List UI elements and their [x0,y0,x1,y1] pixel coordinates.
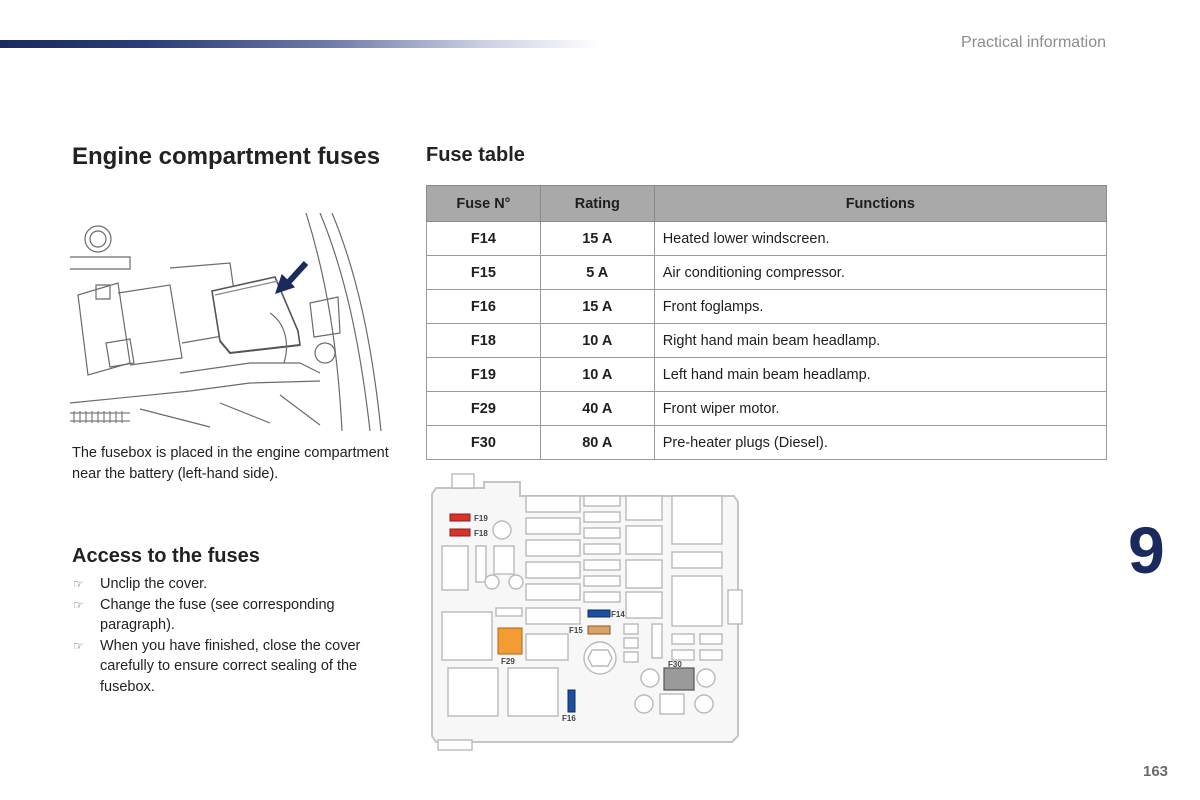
table-row [427,426,1107,460]
function-cell: Pre-heater plugs (Diesel). [654,426,1106,460]
table-row [427,392,1107,426]
page-number: 163 [1143,763,1169,780]
fuse-label-f18: F18 [474,529,488,538]
table-row [427,256,1107,290]
fuse-cell: F19 [427,358,541,392]
fuse-table [426,185,1107,460]
column-header-functions: Functions [654,186,1106,222]
fuse-cell: F29 [427,392,541,426]
step-text: When you have finished, close the cover carefully to ensure correct sealing of the fusebox. [100,637,361,695]
column-header-fuse: Fuse N° [427,186,541,222]
fuse-cell: F18 [427,324,541,358]
table-row [427,324,1107,358]
step-text: Change the fuse (see corresponding paragraph). [100,596,335,633]
fuse-cell: F14 [427,222,541,256]
hand-pointer-icon: ☞ [73,638,84,653]
page-title: Engine compartment fuses [72,143,381,170]
rating-cell: 15 A [540,222,654,256]
function-cell: Front foglamps. [654,290,1106,324]
function-cell: Heated lower windscreen. [654,222,1106,256]
fusebox-layout-diagram [428,470,744,752]
fuse-cell: F15 [427,256,541,290]
function-cell: Right hand main beam headlamp. [654,324,1106,358]
rating-cell: 40 A [540,392,654,426]
rating-cell: 10 A [540,324,654,358]
access-steps-list [72,574,392,697]
table-row [427,290,1107,324]
access-fuses-heading: Access to the fuses [72,545,260,567]
fuse-label-f19: F19 [474,514,488,523]
fuse-label-f15: F15 [569,626,583,635]
column-header-rating: Rating [540,186,654,222]
fuse-cell: F30 [427,426,541,460]
fuse-label-f14: F14 [611,610,625,619]
section-label: Practical information [961,34,1106,51]
header-gradient-bar [0,40,600,48]
rating-cell: 15 A [540,290,654,324]
function-cell: Air conditioning compressor. [654,256,1106,290]
table-row [427,358,1107,392]
engine-compartment-illustration [70,213,382,431]
hand-pointer-icon: ☞ [73,597,84,612]
fuse-label-f16: F16 [562,714,576,723]
function-cell: Left hand main beam headlamp. [654,358,1106,392]
step-text: Unclip the cover. [100,576,208,592]
list-item [72,595,392,636]
function-cell: Front wiper motor. [654,392,1106,426]
list-item [72,574,392,595]
table-row [427,222,1107,256]
fuse-label-f29: F29 [501,657,515,666]
rating-cell: 80 A [540,426,654,460]
table-header-row [427,186,1107,222]
chapter-number: 9 [1128,513,1165,587]
hand-pointer-icon: ☞ [73,577,84,591]
rating-cell: 10 A [540,358,654,392]
fuse-table-title: Fuse table [426,144,525,166]
fuse-cell: F16 [427,290,541,324]
fuse-label-f30: F30 [668,660,682,669]
list-item [72,636,392,698]
rating-cell: 5 A [540,256,654,290]
fusebox-location-caption: The fusebox is placed in the engine compartment near the battery (left-hand side). [72,445,389,482]
